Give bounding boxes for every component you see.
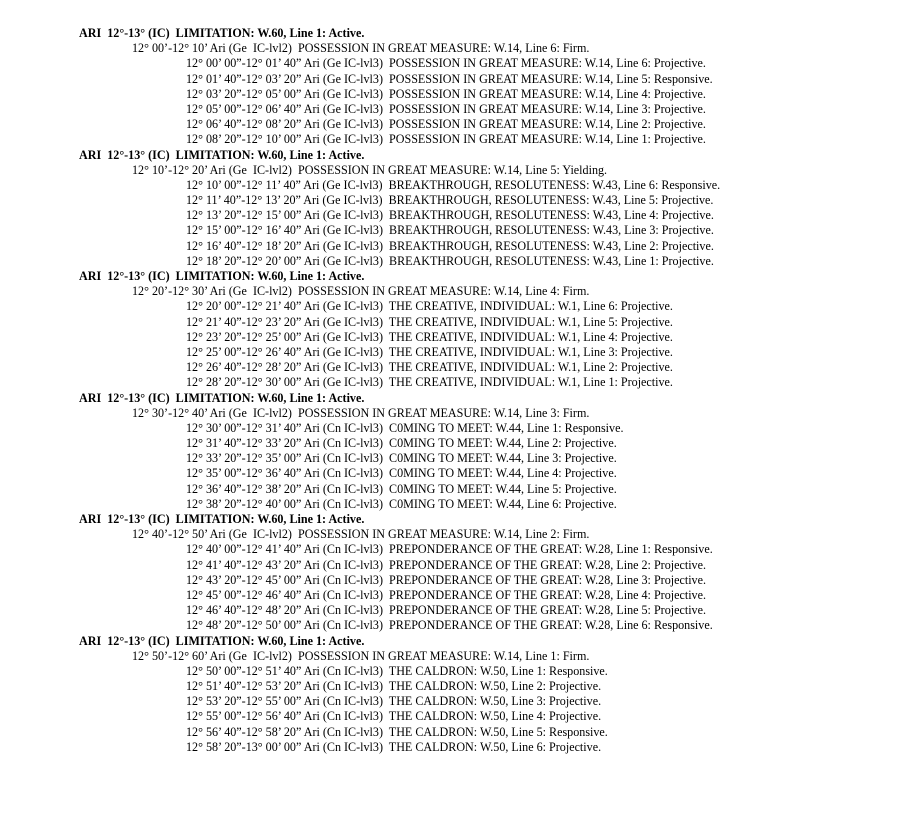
document-body	[0, 26, 900, 755]
detail-line: 12° 06’ 40”-12° 08’ 20” Ari (Ge IC-lvl3) POSSESSION IN GREAT MEASURE: W.14, Line 2: Projective.	[186, 117, 706, 132]
section-heading: ARI 12°-13° (IC) LIMITATION: W.60, Line 1: Active.	[79, 390, 365, 405]
detail-line: 12° 45’ 00”-12° 46’ 40” Ari (Cn IC-lvl3) PREPONDERANCE OF THE GREAT: W.28, Line 4: Projective.	[186, 587, 706, 602]
section-heading: ARI 12°-13° (IC) LIMITATION: W.60, Line 1: Active.	[79, 512, 365, 526]
detail-line: 12° 28’ 20”-12° 30’ 00” Ari (Ge IC-lvl3) THE CREATIVE, INDIVIDUAL: W.1, Line 1: Projective.	[186, 375, 673, 390]
detail-line: 12° 23’ 20”-12° 25’ 00” Ari (Ge IC-lvl3) THE CREATIVE, INDIVIDUAL: W.1, Line 4: Projective.	[186, 329, 673, 344]
detail-line: 12° 03’ 20”-12° 05’ 00” Ari (Ge IC-lvl3) POSSESSION IN GREAT MEASURE: W.14, Line 4: Projective.	[186, 86, 706, 101]
subsection-line: 12° 30’-12° 40’ Ari (Ge IC-lvl2) POSSESSION IN GREAT MEASURE: W.14, Line 3: Firm.	[132, 405, 590, 420]
detail-line: 12° 33’ 20”-12° 35’ 00” Ari (Cn IC-lvl3) C0MING TO MEET: W.44, Line 3: Projective.	[186, 451, 617, 466]
detail-line: 12° 05’ 00”-12° 06’ 40” Ari (Ge IC-lvl3) POSSESSION IN GREAT MEASURE: W.14, Line 3: Projective.	[186, 101, 706, 116]
detail-line: 12° 31’ 40”-12° 33’ 20” Ari (Cn IC-lvl3) C0MING TO MEET: W.44, Line 2: Projective.	[186, 436, 617, 451]
detail-line: 12° 01’ 40”-12° 03’ 20” Ari (Ge IC-lvl3) POSSESSION IN GREAT MEASURE: W.14, Line 5: Responsive.	[186, 71, 713, 86]
subsection-line: 12° 20’-12° 30’ Ari (Ge IC-lvl2) POSSESSION IN GREAT MEASURE: W.14, Line 4: Firm.	[132, 284, 590, 299]
detail-line: 12° 53’ 20”-12° 55’ 00” Ari (Cn IC-lvl3) THE CALDRON: W.50, Line 3: Projective.	[186, 694, 602, 709]
detail-line: 12° 43’ 20”-12° 45’ 00” Ari (Cn IC-lvl3) PREPONDERANCE OF THE GREAT: W.28, Line 3: Projective.	[186, 572, 706, 587]
detail-line: 12° 41’ 40”-12° 43’ 20” Ari (Cn IC-lvl3) PREPONDERANCE OF THE GREAT: W.28, Line 2: Projective.	[186, 557, 706, 572]
detail-line: 12° 51’ 40”-12° 53’ 20” Ari (Cn IC-lvl3) THE CALDRON: W.50, Line 2: Projective.	[186, 679, 602, 694]
detail-line: 12° 30’ 00”-12° 31’ 40” Ari (Cn IC-lvl3) C0MING TO MEET: W.44, Line 1: Responsive.	[186, 420, 624, 435]
detail-line: 12° 13’ 20”-12° 15’ 00” Ari (Ge IC-lvl3) BREAKTHROUGH, RESOLUTENESS: W.43, Line 4: Projective.	[186, 208, 714, 223]
detail-line: 12° 55’ 00”-12° 56’ 40” Ari (Cn IC-lvl3) THE CALDRON: W.50, Line 4: Projective.	[186, 709, 602, 724]
section-heading: ARI 12°-13° (IC) LIMITATION: W.60, Line 1: Active.	[79, 147, 365, 162]
subsection-line: 12° 50’-12° 60’ Ari (Ge IC-lvl2) POSSESSION IN GREAT MEASURE: W.14, Line 1: Firm.	[132, 648, 590, 663]
subsection-line: 12° 40’-12° 50’ Ari (Ge IC-lvl2) POSSESSION IN GREAT MEASURE: W.14, Line 2: Firm.	[132, 527, 590, 542]
detail-line: 12° 16’ 40”-12° 18’ 20” Ari (Ge IC-lvl3) BREAKTHROUGH, RESOLUTENESS: W.43, Line 2: Projective.	[186, 238, 714, 253]
detail-line: 12° 50’ 00”-12° 51’ 40” Ari (Cn IC-lvl3) THE CALDRON: W.50, Line 1: Responsive.	[186, 663, 608, 678]
detail-line: 12° 40’ 00”-12° 41’ 40” Ari (Cn IC-lvl3) PREPONDERANCE OF THE GREAT: W.28, Line 1: Responsive.	[186, 542, 713, 557]
detail-line: 12° 36’ 40”-12° 38’ 20” Ari (Cn IC-lvl3) C0MING TO MEET: W.44, Line 5: Projective.	[186, 481, 617, 496]
detail-line: 12° 25’ 00”-12° 26’ 40” Ari (Ge IC-lvl3) THE CREATIVE, INDIVIDUAL: W.1, Line 3: Projective.	[186, 344, 673, 359]
detail-line: 12° 56’ 40”-12° 58’ 20” Ari (Cn IC-lvl3) THE CALDRON: W.50, Line 5: Responsive.	[186, 724, 608, 739]
subsection-line: 12° 00’-12° 10’ Ari (Ge IC-lvl2) POSSESSION IN GREAT MEASURE: W.14, Line 6: Firm.	[132, 41, 590, 56]
detail-line: 12° 10’ 00”-12° 11’ 40” Ari (Ge IC-lvl3) BREAKTHROUGH, RESOLUTENESS: W.43, Line 6: Responsive.	[186, 177, 721, 192]
detail-line: 12° 18’ 20”-12° 20’ 00” Ari (Ge IC-lvl3) BREAKTHROUGH, RESOLUTENESS: W.43, Line 1: Projective.	[186, 253, 714, 268]
detail-line: 12° 11’ 40”-12° 13’ 20” Ari (Ge IC-lvl3) BREAKTHROUGH, RESOLUTENESS: W.43, Line 5: Projective.	[186, 193, 714, 208]
detail-line: 12° 21’ 40”-12° 23’ 20” Ari (Ge IC-lvl3) THE CREATIVE, INDIVIDUAL: W.1, Line 5: Projective.	[186, 314, 673, 329]
section-heading: ARI 12°-13° (IC) LIMITATION: W.60, Line 1: Active.	[79, 269, 365, 283]
detail-line: 12° 08’ 20”-12° 10’ 00” Ari (Ge IC-lvl3) POSSESSION IN GREAT MEASURE: W.14, Line 1: Projective.	[186, 132, 706, 147]
detail-line: 12° 48’ 20”-12° 50’ 00” Ari (Cn IC-lvl3) PREPONDERANCE OF THE GREAT: W.28, Line 6: Responsive.	[186, 618, 713, 633]
detail-line: 12° 46’ 40”-12° 48’ 20” Ari (Cn IC-lvl3) PREPONDERANCE OF THE GREAT: W.28, Line 5: Projective.	[186, 603, 706, 618]
subsection-line: 12° 10’-12° 20’ Ari (Ge IC-lvl2) POSSESSION IN GREAT MEASURE: W.14, Line 5: Yielding.	[132, 162, 608, 177]
detail-line: 12° 15’ 00”-12° 16’ 40” Ari (Ge IC-lvl3) BREAKTHROUGH, RESOLUTENESS: W.43, Line 3: Projective.	[186, 223, 714, 238]
detail-line: 12° 38’ 20”-12° 40’ 00” Ari (Cn IC-lvl3) C0MING TO MEET: W.44, Line 6: Projective.	[186, 496, 617, 511]
section-heading: ARI 12°-13° (IC) LIMITATION: W.60, Line 1: Active.	[79, 633, 365, 648]
detail-line: 12° 00’ 00”-12° 01’ 40” Ari (Ge IC-lvl3) POSSESSION IN GREAT MEASURE: W.14, Line 6: Projective.	[186, 56, 706, 71]
section-heading: ARI 12°-13° (IC) LIMITATION: W.60, Line 1: Active.	[79, 26, 365, 40]
detail-line: 12° 35’ 00”-12° 36’ 40” Ari (Cn IC-lvl3) C0MING TO MEET: W.44, Line 4: Projective.	[186, 466, 617, 481]
detail-line: 12° 20’ 00”-12° 21’ 40” Ari (Ge IC-lvl3) THE CREATIVE, INDIVIDUAL: W.1, Line 6: Projective.	[186, 299, 673, 314]
detail-line: 12° 26’ 40”-12° 28’ 20” Ari (Ge IC-lvl3) THE CREATIVE, INDIVIDUAL: W.1, Line 2: Projective.	[186, 360, 673, 375]
detail-line: 12° 58’ 20”-13° 00’ 00” Ari (Cn IC-lvl3) THE CALDRON: W.50, Line 6: Projective.	[186, 739, 602, 754]
